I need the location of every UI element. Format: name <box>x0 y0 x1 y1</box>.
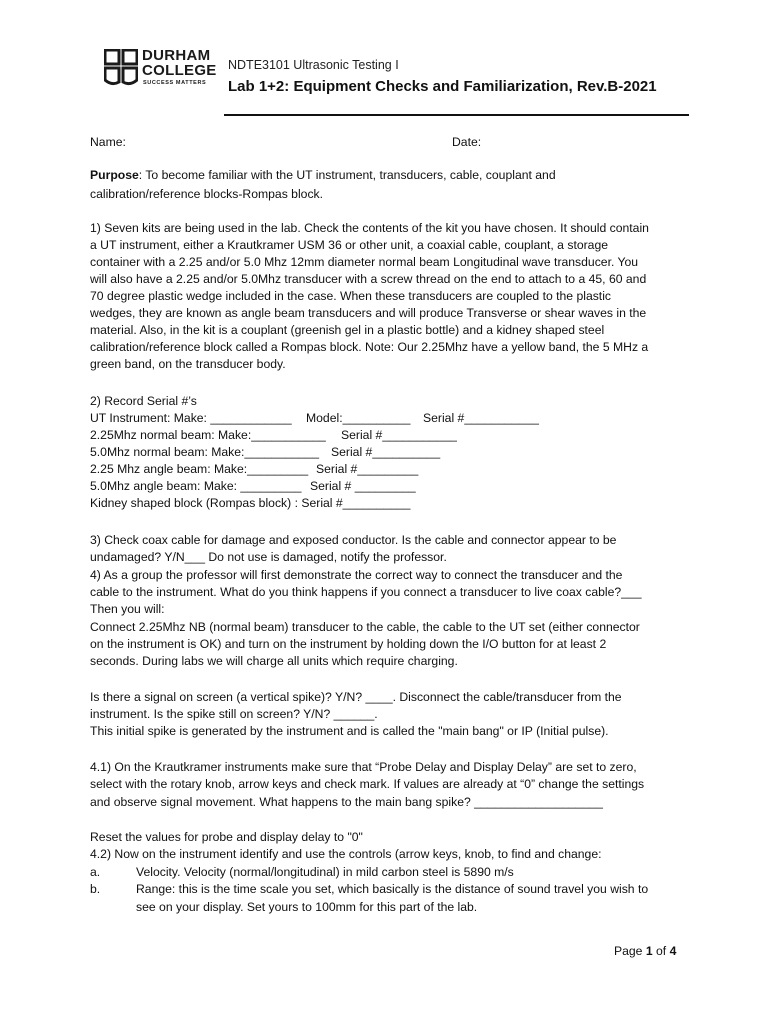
purpose-text: : To become familiar with the UT instrument, transducers, cable, couplant and <box>138 168 556 182</box>
college-logo <box>104 47 217 91</box>
signal-line: This initial spike is generated by the instrument and is called the "main bang" or IP (Initial pulse). <box>90 724 609 738</box>
section3-line: 3) Check coax cable for damage and exposed conductor. Is the cable and connector appear to be <box>90 533 617 547</box>
logo-shield-icon <box>104 49 138 87</box>
serial-row-make: UT Instrument: Make: ____________ <box>90 411 292 425</box>
section1-line: a UT instrument, either a Krautkramer USM 36 or other unit, a coaxial cable, couplant, a storage <box>90 238 608 252</box>
course-code: NDTE3101 Ultrasonic Testing I <box>228 58 399 72</box>
list-item-text: Range: this is the time scale you set, which basically is the distance of sound travel you wish to <box>136 882 649 896</box>
serial-row-block: Kidney shaped block (Rompas block) : Serial #__________ <box>90 496 411 510</box>
serial-row-make: 5.0Mhz angle beam: Make: _________ <box>90 479 302 493</box>
section1-line: calibration/reference block called a Rompas block. Note: Our 2.25Mhz have a yellow band, the 5 MHz a <box>90 340 649 354</box>
list-marker: a. <box>90 865 101 879</box>
serial-row-make: 5.0Mhz normal beam: Make:___________ <box>90 445 319 459</box>
signal-line: instrument. Is the spike still on screen? Y/N? ______. <box>90 707 378 721</box>
serial-row-make: 2.25 Mhz angle beam: Make:_________ <box>90 462 309 476</box>
section1-line: container with a 2.25 and/or 5.0 Mhz 12mm diameter normal beam Longitudinal wave transducer. You <box>90 255 639 269</box>
list-item-text: Velocity. Velocity (normal/longitudinal) in mild carbon steel is 5890 m/s <box>136 865 514 879</box>
section1-line: 1) Seven kits are being used in the lab. Check the contents of the kit you have chosen. It should contain <box>90 221 649 235</box>
serial-row-serial: Serial #___________ <box>341 428 457 442</box>
section4-line: Connect 2.25Mhz NB (normal beam) transducer to the cable, the cable to the UT set (either connector <box>90 620 640 634</box>
purpose-line-2: calibration/reference blocks-Rompas block. <box>90 187 324 201</box>
section42-intro: 4.2) Now on the instrument identify and use the controls (arrow keys, knob, to find and change: <box>90 847 602 861</box>
section3-line: undamaged? Y/N___ Do not use is damaged, notify the professor. <box>90 550 447 564</box>
list-marker: b. <box>90 882 101 896</box>
logo-tagline: SUCCESS MATTERS <box>143 80 207 86</box>
section4-line: Then you will: <box>90 602 165 616</box>
section1-line: wedges, they are known as angle beam transducers and will produce Transverse or shear waves in the <box>90 306 647 320</box>
section41-line: and observe signal movement. What happens to the main bang spike? ___________________ <box>90 795 603 809</box>
section1-line: green band, on the transducer body. <box>90 357 286 371</box>
section1-line: 70 degree plastic wedge included in the case. When these transducers are coupled to the plastic <box>90 289 611 303</box>
lab-title: Lab 1+2: Equipment Checks and Familiarization, Rev.B-2021 <box>228 78 657 95</box>
page-word: Page <box>614 944 643 958</box>
section4-line: seconds. During labs we will charge all units which require charging. <box>90 654 458 668</box>
section2-heading: 2) Record Serial #’s <box>90 394 197 408</box>
serial-row-serial: Serial # _________ <box>310 479 416 493</box>
section1-line: will also have a 2.25 and/or 5.0Mhz transducer with a screw thread on the end to attach to a 45, 60 and <box>90 272 647 286</box>
page-of-word: of <box>656 944 667 958</box>
header-divider <box>224 114 689 116</box>
page-total: 4 <box>669 944 677 958</box>
signal-line: Is there a signal on screen (a vertical spike)? Y/N? ____. Disconnect the cable/transducer from the <box>90 690 622 704</box>
logo-word-college: COLLEGE <box>142 62 217 79</box>
name-label: Name: <box>90 135 126 149</box>
purpose-line-1 <box>90 167 556 184</box>
purpose-label: Purpose <box>90 168 139 182</box>
date-label: Date: <box>452 135 482 149</box>
reset-line: Reset the values for probe and display delay to "0" <box>90 830 363 844</box>
section41-line: 4.1) On the Krautkramer instruments make sure that “Probe Delay and Display Delay” are set to zero, <box>90 760 637 774</box>
logo-word-durham: DURHAM <box>142 47 211 64</box>
serial-row-serial: Serial #__________ <box>331 445 441 459</box>
page-number <box>614 944 676 958</box>
serial-row-make: 2.25Mhz normal beam: Make:___________ <box>90 428 326 442</box>
section4-line: on the instrument is OK) and turn on the instrument by holding down the I/O button for at least 2 <box>90 637 607 651</box>
serial-row-serial: Serial #_________ <box>316 462 419 476</box>
page-current: 1 <box>645 944 653 958</box>
list-item-text: see on your display. Set yours to 100mm for this part of the lab. <box>136 900 478 914</box>
section4-line: 4) As a group the professor will first demonstrate the correct way to connect the transducer and the <box>90 568 623 582</box>
section1-line: material. Also, in the kit is a couplant (greenish gel in a plastic bottle) and a kidney shaped steel <box>90 323 605 337</box>
section4-line: cable to the instrument. What do you think happens if you connect a transducer to live coax cable?___ <box>90 585 642 599</box>
section41-line: select with the rotary knob, arrow keys and check mark. If values are already at “0” change the settings <box>90 777 645 791</box>
serial-row-model: Model:__________ <box>306 411 411 425</box>
serial-row-serial: Serial #___________ <box>423 411 539 425</box>
